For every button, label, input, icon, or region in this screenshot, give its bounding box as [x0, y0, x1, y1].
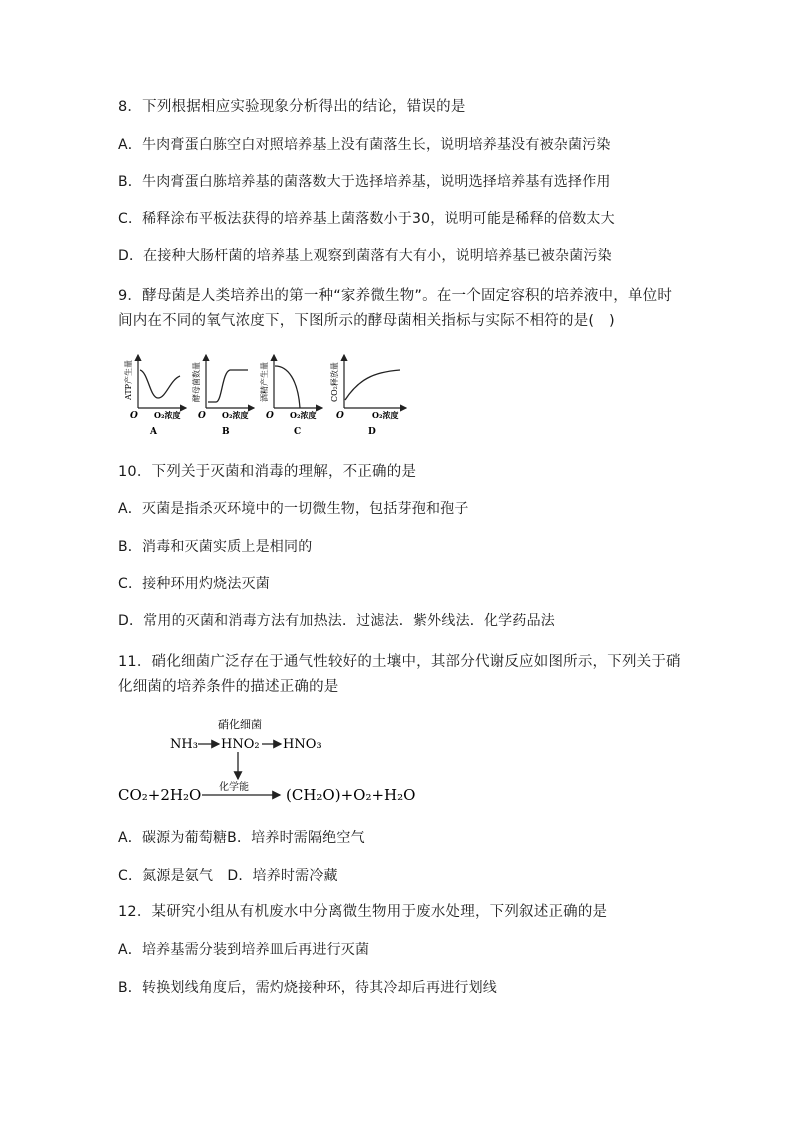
graph-c-origin: O [266, 411, 274, 421]
graph-d-ylabel: CO₂释放量 [330, 362, 339, 402]
q9-graphs-figure [118, 350, 418, 440]
nh3-label: NH₃ [170, 737, 198, 752]
q11-options-cd: C．氮源是氨气 D．培养时需冷藏 [118, 868, 338, 884]
q10-option-a: A．灭菌是指杀灭环境中的一切微生物，包括芽孢和孢子 [118, 501, 469, 517]
q12-stem: 12．某研究小组从有机废水中分离微生物用于废水处理，下列叙述正确的是 [118, 904, 608, 920]
q9-stem-line1: 9．酵母菌是人类培养出的第一种“家养微生物”。在一个固定容积的培养液中，单位时 [118, 288, 673, 304]
energy-label: 化学能 [219, 782, 249, 793]
graph-c [259, 355, 322, 437]
graph-c-label: C [294, 427, 302, 437]
graph-a-curve [140, 370, 180, 398]
graph-d-xlabel: O₂浓度 [372, 410, 399, 420]
hno2-label: HNO₂ [221, 737, 260, 752]
graph-b-curve [208, 370, 248, 402]
graph-d-label: D [368, 427, 376, 437]
graph-b [191, 355, 254, 437]
graph-b-xlabel: O₂浓度 [222, 410, 249, 420]
graph-d-curve [345, 370, 400, 400]
graph-b-label: B [222, 427, 230, 437]
products-label: (CH₂O)+O₂+H₂O [286, 786, 416, 804]
graph-d-origin: O [336, 411, 344, 421]
graph-a-ylabel: ATP产生量 [124, 359, 133, 400]
graph-b-origin: O [198, 411, 206, 421]
graph-a-xlabel: O₂浓度 [154, 410, 181, 420]
q9-stem-line2: 间内在不同的氧气浓度下，下图所示的酵母菌相关指标与实际不相符的是( ) [118, 313, 615, 329]
q12-option-a: A．培养基需分装到培养皿后再进行灭菌 [118, 942, 370, 958]
q8-option-a: A．牛肉膏蛋白胨空白对照培养基上没有菌落生长，说明培养基没有被杂菌污染 [118, 137, 611, 153]
reactants-label: CO₂+2H₂O [118, 786, 202, 804]
q8-option-b: B．牛肉膏蛋白胨培养基的菌落数大于选择培养基，说明选择培养基有选择作用 [118, 174, 611, 190]
q11-options-ab: A．碳源为葡萄糖B．培养时需隔绝空气 [118, 830, 365, 846]
graph-c-curve [275, 366, 300, 408]
q11-reaction-diagram [118, 714, 428, 814]
graph-a-label: A [150, 427, 157, 437]
q11-stem-line2: 化细菌的培养条件的描述正确的是 [118, 679, 339, 695]
hno3-label: HNO₃ [283, 737, 322, 752]
q12-option-b: B．转换划线角度后，需灼烧接种环，待其冷却后再进行划线 [118, 980, 498, 996]
q8-option-c: C．稀释涂布平板法获得的培养基上菌落数小于30，说明可能是稀释的倍数太大 [118, 211, 615, 227]
graph-a-origin: O [130, 411, 138, 421]
graph-a [123, 355, 186, 437]
q8-stem: 8．下列根据相应实验现象分析得出的结论，错误的是 [118, 99, 466, 115]
graph-b-ylabel: 酵母菌数量 [192, 362, 201, 402]
q8-option-d: D．在接种大肠杆菌的培养基上观察到菌落有大有小，说明培养基已被杂菌污染 [118, 248, 612, 264]
q10-option-d: D．常用的灭菌和消毒方法有加热法．过滤法．紫外线法．化学药品法 [118, 613, 555, 629]
q10-option-c: C．接种环用灼烧法灭菌 [118, 576, 270, 592]
graph-c-xlabel: O₂浓度 [290, 410, 317, 420]
organism-label: 硝化细菌 [218, 718, 262, 731]
q11-stem-line1: 11．硝化细菌广泛存在于通气性较好的土壤中，其部分代谢反应如图所示，下列关于硝 [118, 654, 681, 670]
graph-d [329, 355, 406, 437]
graph-c-ylabel: 酒精产生量 [260, 362, 269, 402]
q10-stem: 10．下列关于灭菌和消毒的理解，不正确的是 [118, 464, 417, 480]
q10-option-b: B．消毒和灭菌实质上是相同的 [118, 539, 313, 555]
q11-reaction-svg [118, 714, 428, 814]
q9-graphs-svg [118, 350, 418, 440]
